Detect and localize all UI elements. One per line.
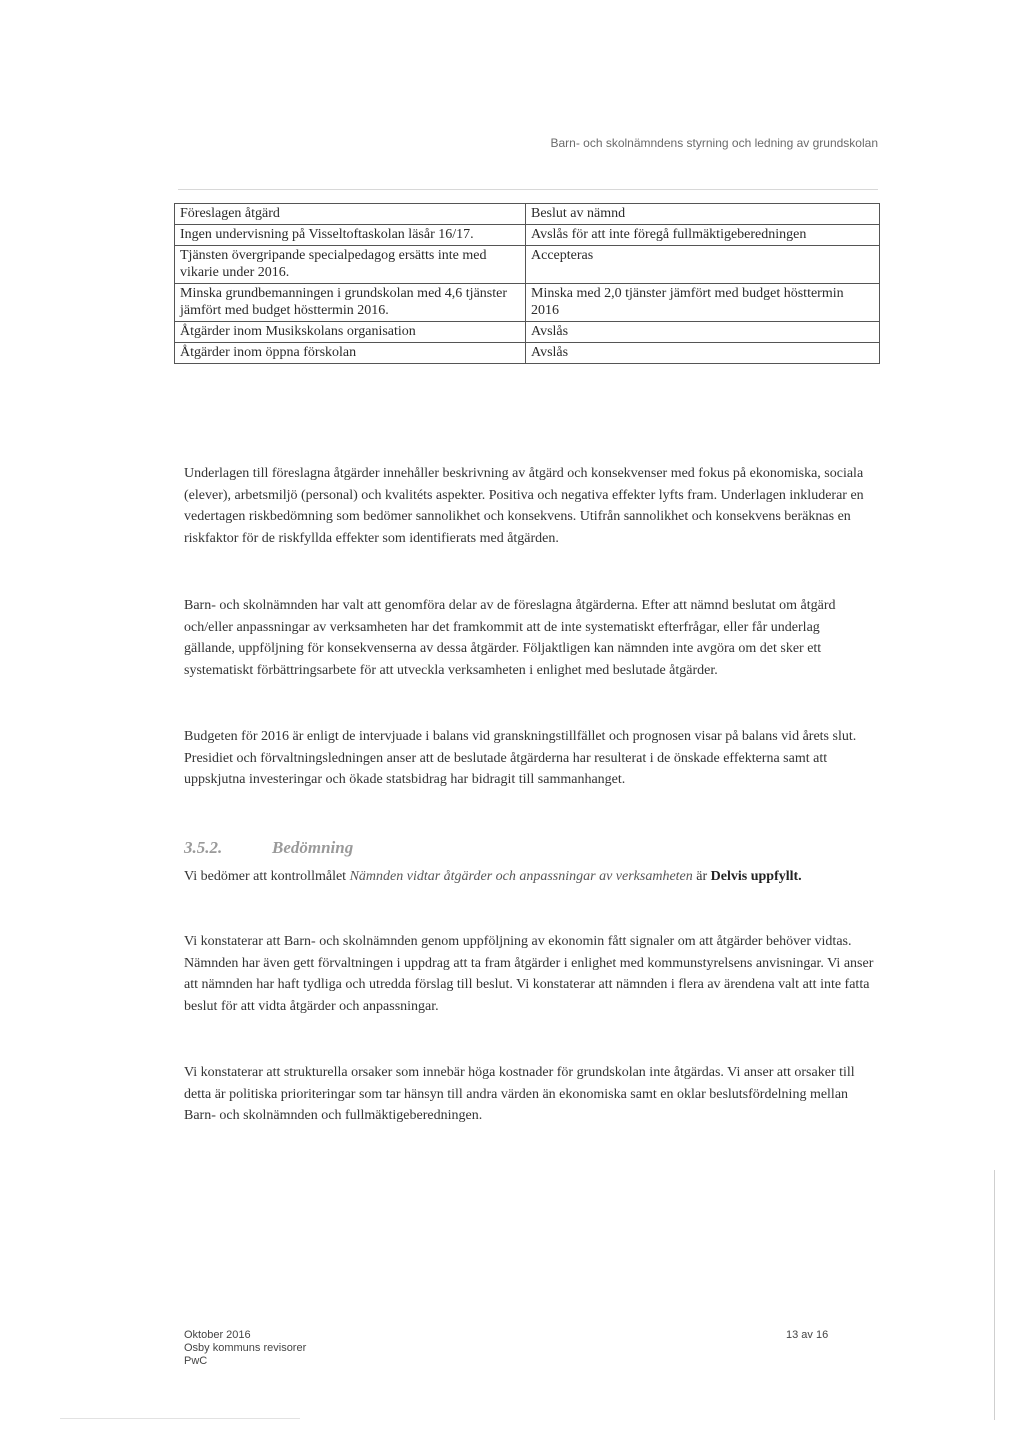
assessment-grade: Delvis uppfyllt.: [710, 869, 802, 884]
paragraph-conclusion-1: Vi konstaterar att Barn- och skolnämnden genom uppföljning av ekonomin fått signaler om att åtgärder behöver vidtas. Nämnden har även gett förvaltningen i uppdrag att ta fram åtgärder i enlighet med kommunstyrelsens anvisningar. Vi anser att nämnden har haft tydliga och utredda förslag till beslut. Vi konstaterar att nämnden i flera av ärendena valt att inte fatta beslut för att vidta åtgärder och anpassningar.: [184, 934, 874, 1014]
control-goal: Nämnden vidtar åtgärder och anpassningar av verksamheten: [349, 869, 693, 884]
decision-cell: Minska med 2,0 tjänster jämfört med budget hösttermin 2016: [526, 284, 880, 322]
section-number: 3.5.2.: [184, 838, 223, 857]
footer-date: Oktober 2016: [184, 1329, 251, 1341]
table-row: [175, 343, 880, 364]
header-divider: [178, 189, 878, 190]
scan-bottom-line: [60, 1418, 300, 1419]
table-header-measure: Föreslagen åtgärd: [175, 204, 526, 225]
footer-firm: PwC: [184, 1355, 208, 1367]
table-row: [175, 225, 880, 246]
paragraph-risk-assessment: Underlagen till föreslagna åtgärder innehåller beskrivning av åtgärd och konsekvenser med fokus på ekonomiska, sociala (elever), arbetsmiljö (personal) och kvalitéts aspekter. Positiva och negativa effekter lyfts fram. Underlagen inkluderar en vedertagen riskbedömning som bedömer sannolikhet och konsekvens. Utifrån sannolikhet och konsekvens beräknas en riskfaktor för de riskfyllda effekter som identifierats med åtgärden.: [184, 466, 864, 546]
table-row: [175, 284, 880, 322]
decision-cell: Avslås: [526, 343, 880, 364]
page-number: 13 av 16: [786, 1329, 829, 1341]
footer-org: Osby kommuns revisorer: [184, 1342, 307, 1354]
footer-info: [184, 1329, 306, 1368]
table-header-decision: Beslut av nämnd: [526, 204, 880, 225]
assessment-statement: [184, 866, 874, 888]
decision-cell: Accepteras: [526, 246, 880, 284]
measure-cell: Minska grundbemanningen i grundskolan med 4,6 tjänster jämfört med budget hösttermin 2016.: [175, 284, 526, 322]
table-header-row: [175, 204, 880, 225]
measure-cell: Ingen undervisning på Visseltoftaskolan läsår 16/17.: [175, 225, 526, 246]
table-row: [175, 246, 880, 284]
decision-cell: Avslås för att inte föregå fullmäktigeberedningen: [526, 225, 880, 246]
decision-cell: Avslås: [526, 322, 880, 343]
section-title: Bedömning: [272, 838, 354, 857]
section-heading: [184, 838, 874, 858]
paragraph-decisions: Barn- och skolnämnden har valt att genomföra delar av de föreslagna åtgärderna. Efter att nämnd beslutat om åtgärd och/eller anpassningar av verksamheten har det framkommit att de inte systematiskt efterfrågar, eller får underlag gällande, uppföljning för konsekvenserna av dessa åtgärder. Följaktligen kan nämnden inte avgöra om det sker ett systematiskt förbättringsarbete för att utveckla verksamheten i enlighet med beslutade åtgärder.: [184, 598, 836, 678]
table-row: [175, 322, 880, 343]
assessment-prefix: Vi bedömer att kontrollmålet: [184, 869, 347, 884]
measure-cell: Tjänsten övergripande specialpedagog ersätts inte med vikarie under 2016.: [175, 246, 526, 284]
paragraph-conclusion-2: Vi konstaterar att strukturella orsaker som innebär höga kostnader för grundskolan inte åtgärdas. Vi anser att orsaker till detta är politiska prioriteringar som tar hänsyn till andra värden än ekonomiska samt en oklar beslutsfördelning mellan Barn- och skolnämnden och fullmäktigeberedningen.: [184, 1065, 855, 1123]
running-header: Barn- och skolnämndens styrning och ledning av grundskolan: [550, 136, 878, 150]
measures-table: [174, 203, 880, 364]
scan-margin-line: [994, 1170, 995, 1420]
assessment-middle: är: [696, 869, 708, 884]
paragraph-budget: Budgeten för 2016 är enligt de intervjuade i balans vid granskningstillfället och prognosen visar på balans vid årets slut. Presidiet och förvaltningsledningen anser att de beslutade åtgärderna har resulterat i de önskade effekterna samt att uppskjutna investeringar och ökade statsbidrag har bidragit till sammanhanget.: [184, 729, 857, 787]
measure-cell: Åtgärder inom öppna förskolan: [175, 343, 526, 364]
measure-cell: Åtgärder inom Musikskolans organisation: [175, 322, 526, 343]
